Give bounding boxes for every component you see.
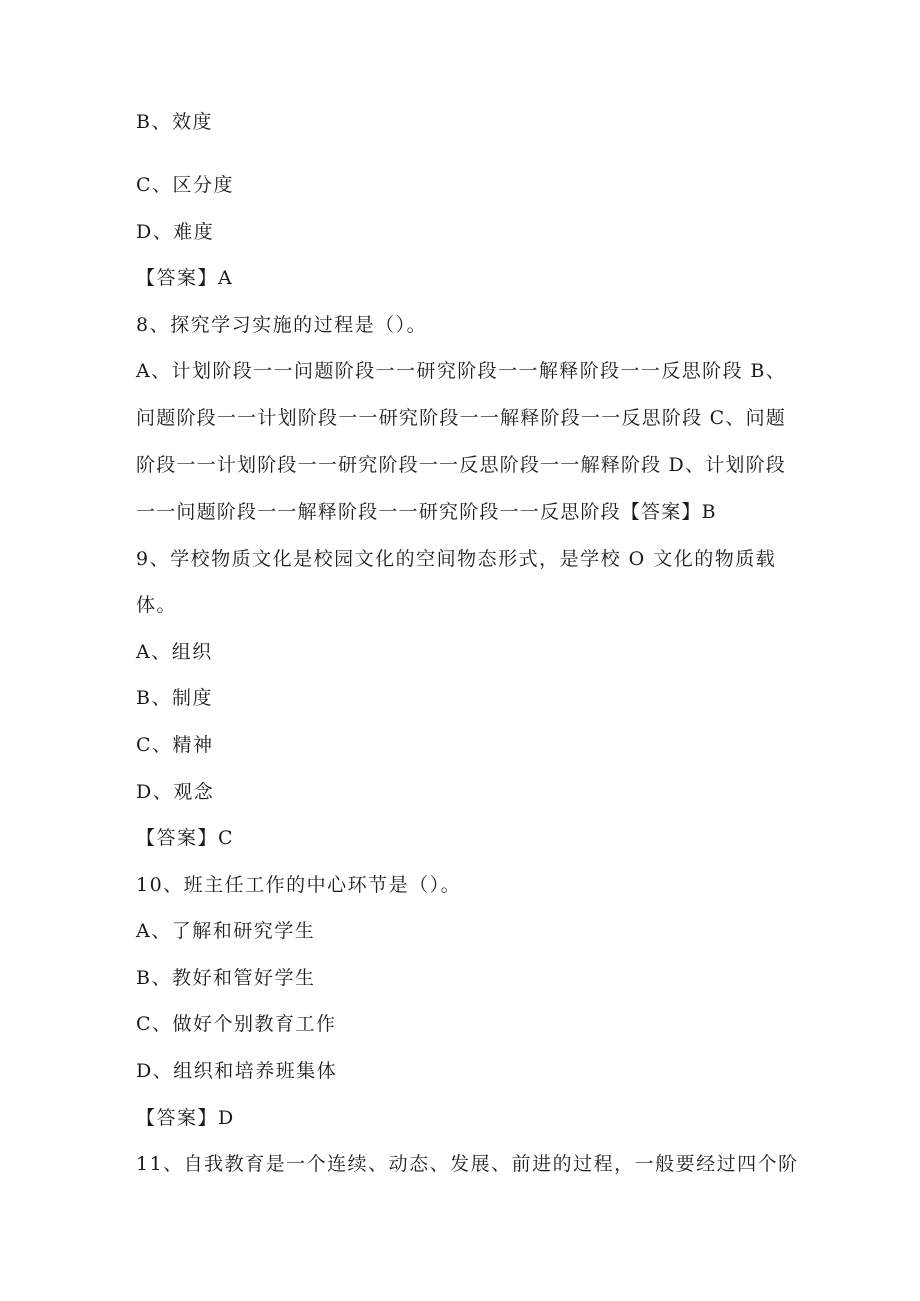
q9-option-a: A、组织 [136,641,213,663]
q10-question: 10、班主任工作的中心环节是（）。 [136,874,462,896]
q10-option-b: B、教好和管好学生 [136,967,316,989]
q7-option-c: C、区分度 [136,174,235,196]
q11-question: 11、自我教育是一个连续、动态、发展、前进的过程，一般要经过四个阶 [136,1153,799,1175]
q9-question-continued: 体。 [136,594,178,616]
q7-answer: 【答案】A [136,267,234,289]
q8-question: 8、探究学习实施的过程是（）。 [136,314,428,336]
q10-option-a: A、了解和研究学生 [136,920,316,942]
q10-option-c: C、做好个别教育工作 [136,1013,337,1035]
q8-options-paragraph: A、计划阶段一一问题阶段一一研究阶段一一解释阶段一一反思阶段 B、问题阶段一一计划阶段一一研究阶段一一解释阶段一一反思阶段 C、问题阶段一一计划阶段一一研究阶段一一反思阶段一一解释阶段 D、计划阶段一一问题阶段一一解释阶段一一研究阶段一一反思阶段【答案】B [136,360,786,523]
q9-question: 9、学校物质文化是校园文化的空间物态形式，是学校 O 文化的物质载 [136,548,777,570]
q9-option-b: B、制度 [136,687,213,709]
q7-option-b: B、效度 [136,111,213,133]
q10-option-d: D、组织和培养班集体 [136,1060,338,1082]
q9-answer: 【答案】C [136,827,235,849]
q10-answer: 【答案】D [136,1107,235,1129]
q7-option-d: D、难度 [136,221,215,243]
q9-option-c: C、精神 [136,734,214,756]
q9-option-d: D、观念 [136,781,215,803]
